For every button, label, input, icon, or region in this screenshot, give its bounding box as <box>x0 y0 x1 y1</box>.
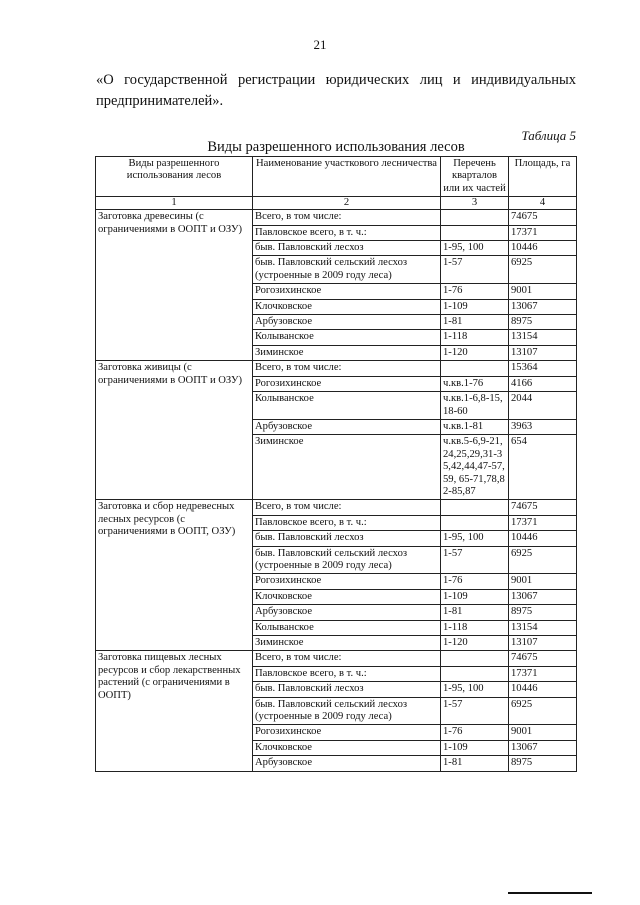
area-cell: 13154 <box>509 620 577 635</box>
column-number: 4 <box>509 197 577 210</box>
area-cell: 654 <box>509 435 577 500</box>
quarters-cell <box>441 651 509 666</box>
forestry-name-cell: Арбузовское <box>253 756 441 771</box>
table-row <box>96 651 577 666</box>
forestry-name-cell: Колыванское <box>253 330 441 345</box>
page-number: 21 <box>313 37 327 52</box>
forestry-name-cell: Зиминское <box>253 345 441 360</box>
quarters-cell: 1-95, 100 <box>441 531 509 546</box>
table-row <box>96 210 577 225</box>
header-forestry-name: Наименование участкового лесничества <box>253 157 441 197</box>
forestry-name-cell: Колыванское <box>253 620 441 635</box>
table-row <box>96 500 577 515</box>
quarters-cell <box>441 666 509 681</box>
table-title: Виды разрешенного использования лесов <box>207 139 465 155</box>
quarters-cell: ч.кв.5-6,9-21,24,25,29,31-35,42,44,47-57,59, 65-71,78,82-85,87 <box>441 435 509 500</box>
area-cell: 10446 <box>509 241 577 256</box>
forestry-name-cell: быв. Павловский сельский лесхоз (устроенные в 2009 году леса) <box>253 546 441 574</box>
quarters-cell: 1-81 <box>441 756 509 771</box>
area-cell: 9001 <box>509 725 577 740</box>
quarters-cell: 1-109 <box>441 589 509 604</box>
forestry-name-cell: Всего, в том числе: <box>253 210 441 225</box>
quarters-cell: 1-76 <box>441 574 509 589</box>
quarters-cell: 1-57 <box>441 256 509 284</box>
forestry-name-cell: Павловское всего, в т. ч.: <box>253 666 441 681</box>
table-label: Таблица 5 <box>521 128 576 143</box>
quarters-cell: ч.кв.1-76 <box>441 376 509 391</box>
area-cell: 13067 <box>509 299 577 314</box>
area-cell: 74675 <box>509 210 577 225</box>
area-cell: 13107 <box>509 636 577 651</box>
forestry-name-cell: Арбузовское <box>253 419 441 434</box>
quarters-cell: 1-95, 100 <box>441 682 509 697</box>
forestry-name-cell: Всего, в том числе: <box>253 500 441 515</box>
forestry-name-cell: быв. Павловский лесхоз <box>253 682 441 697</box>
forestry-name-cell: Клочковское <box>253 589 441 604</box>
area-cell: 17371 <box>509 225 577 240</box>
forestry-name-cell: Арбузовское <box>253 315 441 330</box>
area-cell: 6925 <box>509 546 577 574</box>
forestry-name-cell: быв. Павловский сельский лесхоз (устроенные в 2009 году леса) <box>253 256 441 284</box>
forest-use-table <box>95 156 577 772</box>
quarters-cell <box>441 225 509 240</box>
quarters-cell: 1-118 <box>441 620 509 635</box>
area-cell: 17371 <box>509 515 577 530</box>
area-cell: 8975 <box>509 756 577 771</box>
forestry-name-cell: Рогозихинское <box>253 574 441 589</box>
quarters-cell: 1-76 <box>441 725 509 740</box>
forestry-name-cell: Павловское всего, в т. ч.: <box>253 515 441 530</box>
area-cell: 9001 <box>509 574 577 589</box>
forestry-name-cell: Павловское всего, в т. ч.: <box>253 225 441 240</box>
column-number: 3 <box>441 197 509 210</box>
quarters-cell: 1-81 <box>441 605 509 620</box>
intro-paragraph: «О государственной регистрации юридических лиц и индивидуальных предпринимателей». <box>96 72 576 109</box>
forestry-name-cell: Колыванское <box>253 392 441 420</box>
area-cell: 17371 <box>509 666 577 681</box>
area-cell: 8975 <box>509 605 577 620</box>
forestry-name-cell: Всего, в том числе: <box>253 651 441 666</box>
quarters-cell <box>441 210 509 225</box>
area-cell: 4166 <box>509 376 577 391</box>
footer-rule <box>508 892 592 894</box>
area-cell: 13154 <box>509 330 577 345</box>
forestry-name-cell: Клочковское <box>253 299 441 314</box>
column-number: 1 <box>96 197 253 210</box>
area-cell: 74675 <box>509 651 577 666</box>
quarters-cell <box>441 361 509 376</box>
area-cell: 2044 <box>509 392 577 420</box>
area-cell: 13067 <box>509 589 577 604</box>
area-cell: 10446 <box>509 682 577 697</box>
forestry-name-cell: Рогозихинское <box>253 376 441 391</box>
quarters-cell <box>441 500 509 515</box>
header-use-type: Виды разрешенного использования лесов <box>96 157 253 197</box>
quarters-cell: ч.кв.1-6,8-15,18-60 <box>441 392 509 420</box>
column-number-row <box>96 197 577 210</box>
forestry-name-cell: Зиминское <box>253 636 441 651</box>
use-type-cell: Заготовка древесины (с ограничениями в ООПТ и ОЗУ) <box>96 210 253 361</box>
quarters-cell: 1-57 <box>441 546 509 574</box>
area-cell: 13067 <box>509 740 577 755</box>
header-row <box>96 157 577 197</box>
quarters-cell <box>441 515 509 530</box>
forestry-name-cell: Клочковское <box>253 740 441 755</box>
header-quarters: Перечень кварталов или их частей <box>441 157 509 197</box>
area-cell: 10446 <box>509 531 577 546</box>
area-cell: 15364 <box>509 361 577 376</box>
forestry-name-cell: Рогозихинское <box>253 725 441 740</box>
quarters-cell: 1-95, 100 <box>441 241 509 256</box>
quarters-cell: 1-57 <box>441 697 509 725</box>
quarters-cell: ч.кв.1-81 <box>441 419 509 434</box>
area-cell: 6925 <box>509 697 577 725</box>
use-type-cell: Заготовка пищевых лесных ресурсов и сбор лекарственных растений (с ограничениями в ООПТ) <box>96 651 253 771</box>
forestry-name-cell: Зиминское <box>253 435 441 500</box>
forestry-name-cell: быв. Павловский лесхоз <box>253 241 441 256</box>
use-type-cell: Заготовка живицы (с ограничениями в ООПТ и ОЗУ) <box>96 361 253 500</box>
area-cell: 74675 <box>509 500 577 515</box>
header-area: Площадь, га <box>509 157 577 197</box>
column-number: 2 <box>253 197 441 210</box>
area-cell: 9001 <box>509 284 577 299</box>
forestry-name-cell: быв. Павловский сельский лесхоз (устроенные в 2009 году леса) <box>253 697 441 725</box>
area-cell: 3963 <box>509 419 577 434</box>
quarters-cell: 1-109 <box>441 740 509 755</box>
forestry-name-cell: Арбузовское <box>253 605 441 620</box>
area-cell: 6925 <box>509 256 577 284</box>
table-body <box>96 210 577 771</box>
quarters-cell: 1-118 <box>441 330 509 345</box>
quarters-cell: 1-120 <box>441 345 509 360</box>
quarters-cell: 1-76 <box>441 284 509 299</box>
area-cell: 8975 <box>509 315 577 330</box>
quarters-cell: 1-81 <box>441 315 509 330</box>
quarters-cell: 1-109 <box>441 299 509 314</box>
use-type-cell: Заготовка и сбор недревесных лесных ресурсов (с ограничениями в ООПТ, ОЗУ) <box>96 500 253 651</box>
table-row <box>96 361 577 376</box>
forestry-name-cell: быв. Павловский лесхоз <box>253 531 441 546</box>
quarters-cell: 1-120 <box>441 636 509 651</box>
forestry-name-cell: Всего, в том числе: <box>253 361 441 376</box>
forestry-name-cell: Рогозихинское <box>253 284 441 299</box>
area-cell: 13107 <box>509 345 577 360</box>
